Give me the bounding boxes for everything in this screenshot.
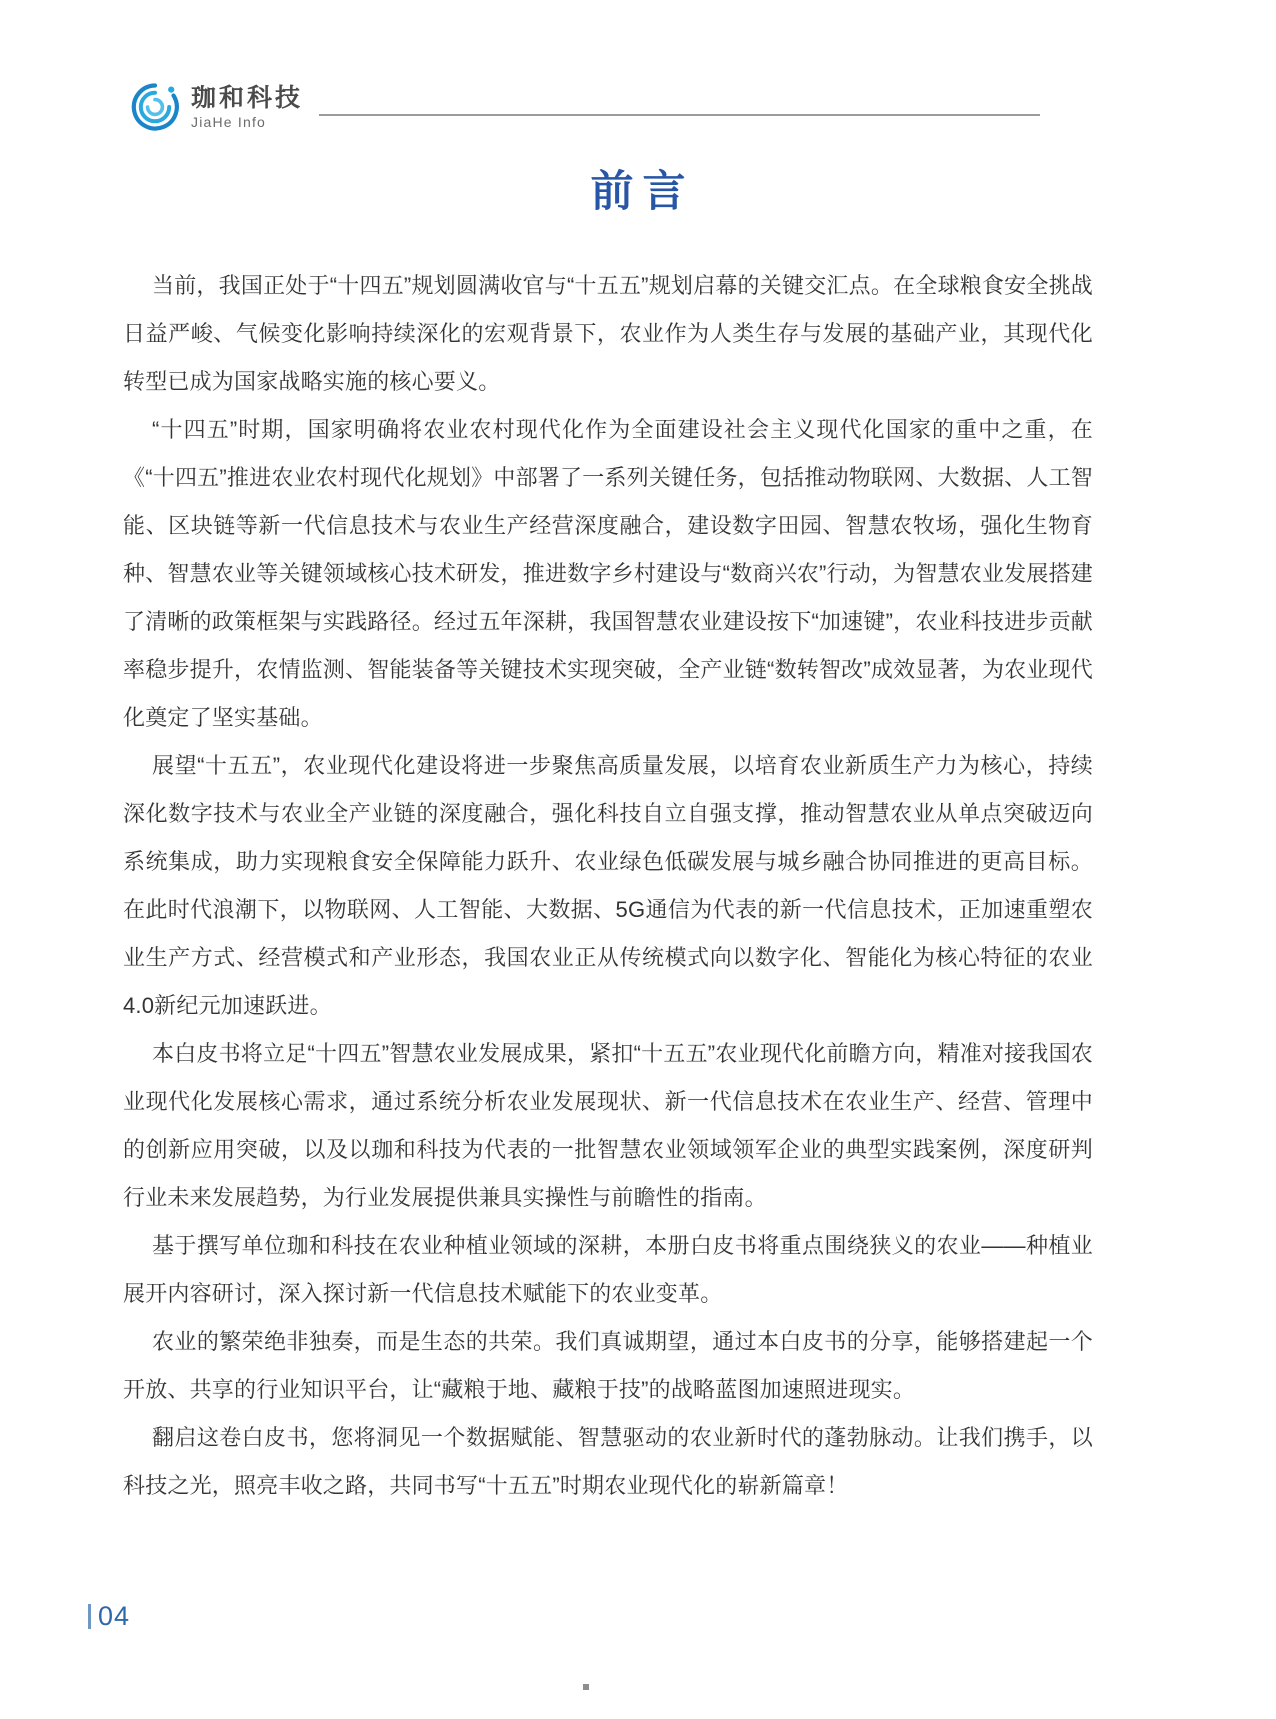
- preface-paragraph-4: 本白皮书将立足“十四五”智慧农业发展成果，紧扣“十五五”农业现代化前瞻方向，精准对接我国农业现代化发展核心需求，通过系统分析农业发展现状、新一代信息技术在农业生产、经营、管理中的创新应用突破，以及以珈和科技为代表的一批智慧农业领域领军企业的典型实践案例，深度研判行业未来发展趋势，为行业发展提供兼具实操性与前瞻性的指南。: [123, 1041, 1093, 1210]
- swirl-globe-icon: [130, 82, 180, 132]
- page-header: [130, 82, 1040, 132]
- preface-paragraph-5: 基于撰写单位珈和科技在农业种植业领域的深耕，本册白皮书将重点围绕狭义的农业——种植业展开内容研讨，深入探讨新一代信息技术赋能下的农业变革。: [123, 1233, 1093, 1306]
- page-number: [88, 1601, 130, 1632]
- logo-text: [191, 83, 304, 130]
- logo-company-name: 珈和科技: [191, 83, 304, 112]
- preface-paragraph-1: 当前，我国正处于“十四五”规划圆满收官与“十五五”规划启幕的关键交汇点。在全球粮食安全挑战日益严峻、气候变化影响持续深化的宏观背景下，农业作为人类生存与发展的基础产业，其现代化转型已成为国家战略实施的核心要义。: [123, 273, 1093, 394]
- company-logo: [130, 82, 303, 132]
- preface-paragraph-7: 翻启这卷白皮书，您将洞见一个数据赋能、智慧驱动的农业新时代的蓬勃脉动。让我们携手，以科技之光，照亮丰收之路，共同书写“十五五”时期农业现代化的崭新篇章！: [123, 1425, 1093, 1498]
- page-title: 前言: [590, 168, 695, 216]
- preface-body: [123, 262, 1093, 1510]
- header-divider: [319, 114, 1040, 116]
- bottom-center-mark: [583, 1684, 589, 1690]
- page-number-value: 04: [98, 1601, 131, 1631]
- logo-company-subtitle: JiaHe Info: [191, 113, 267, 130]
- preface-paragraph-2: “十四五”时期，国家明确将农业农村现代化作为全面建设社会主义现代化国家的重中之重，在《“十四五”推进农业农村现代化规划》中部署了一系列关键任务，包括推动物联网、大数据、人工智能、区块链等新一代信息技术与农业生产经营深度融合，建设数字田园、智慧农牧场，强化生物育种、智慧农业等关键领域核心技术研发，推进数字乡村建设与“数商兴农”行动，为智慧农业发展搭建了清晰的政策框架与实践路径。经过五年深耕，我国智慧农业建设按下“加速键”，农业科技进步贡献率稳步提升，农情监测、智能装备等关键技术实现突破，全产业链“数转智改”成效显著，为农业现代化奠定了坚实基础。: [123, 417, 1093, 730]
- preface-paragraph-3: 展望“十五五”，农业现代化建设将进一步聚焦高质量发展，以培育农业新质生产力为核心，持续深化数字技术与农业全产业链的深度融合，强化科技自立自强支撑，推动智慧农业从单点突破迈向系统集成，助力实现粮食安全保障能力跃升、农业绿色低碳发展与城乡融合协同推进的更高目标。在此时代浪潮下，以物联网、人工智能、大数据、5G通信为代表的新一代信息技术，正加速重塑农业生产方式、经营模式和产业形态，我国农业正从传统模式向以数字化、智能化为核心特征的农业4.0新纪元加速跃进。: [123, 753, 1093, 1018]
- page-number-bar: [88, 1604, 91, 1629]
- preface-paragraph-6: 农业的繁荣绝非独奏，而是生态的共荣。我们真诚期望，通过本白皮书的分享，能够搭建起一个开放、共享的行业知识平台，让“藏粮于地、藏粮于技”的战略蓝图加速照进现实。: [123, 1329, 1093, 1402]
